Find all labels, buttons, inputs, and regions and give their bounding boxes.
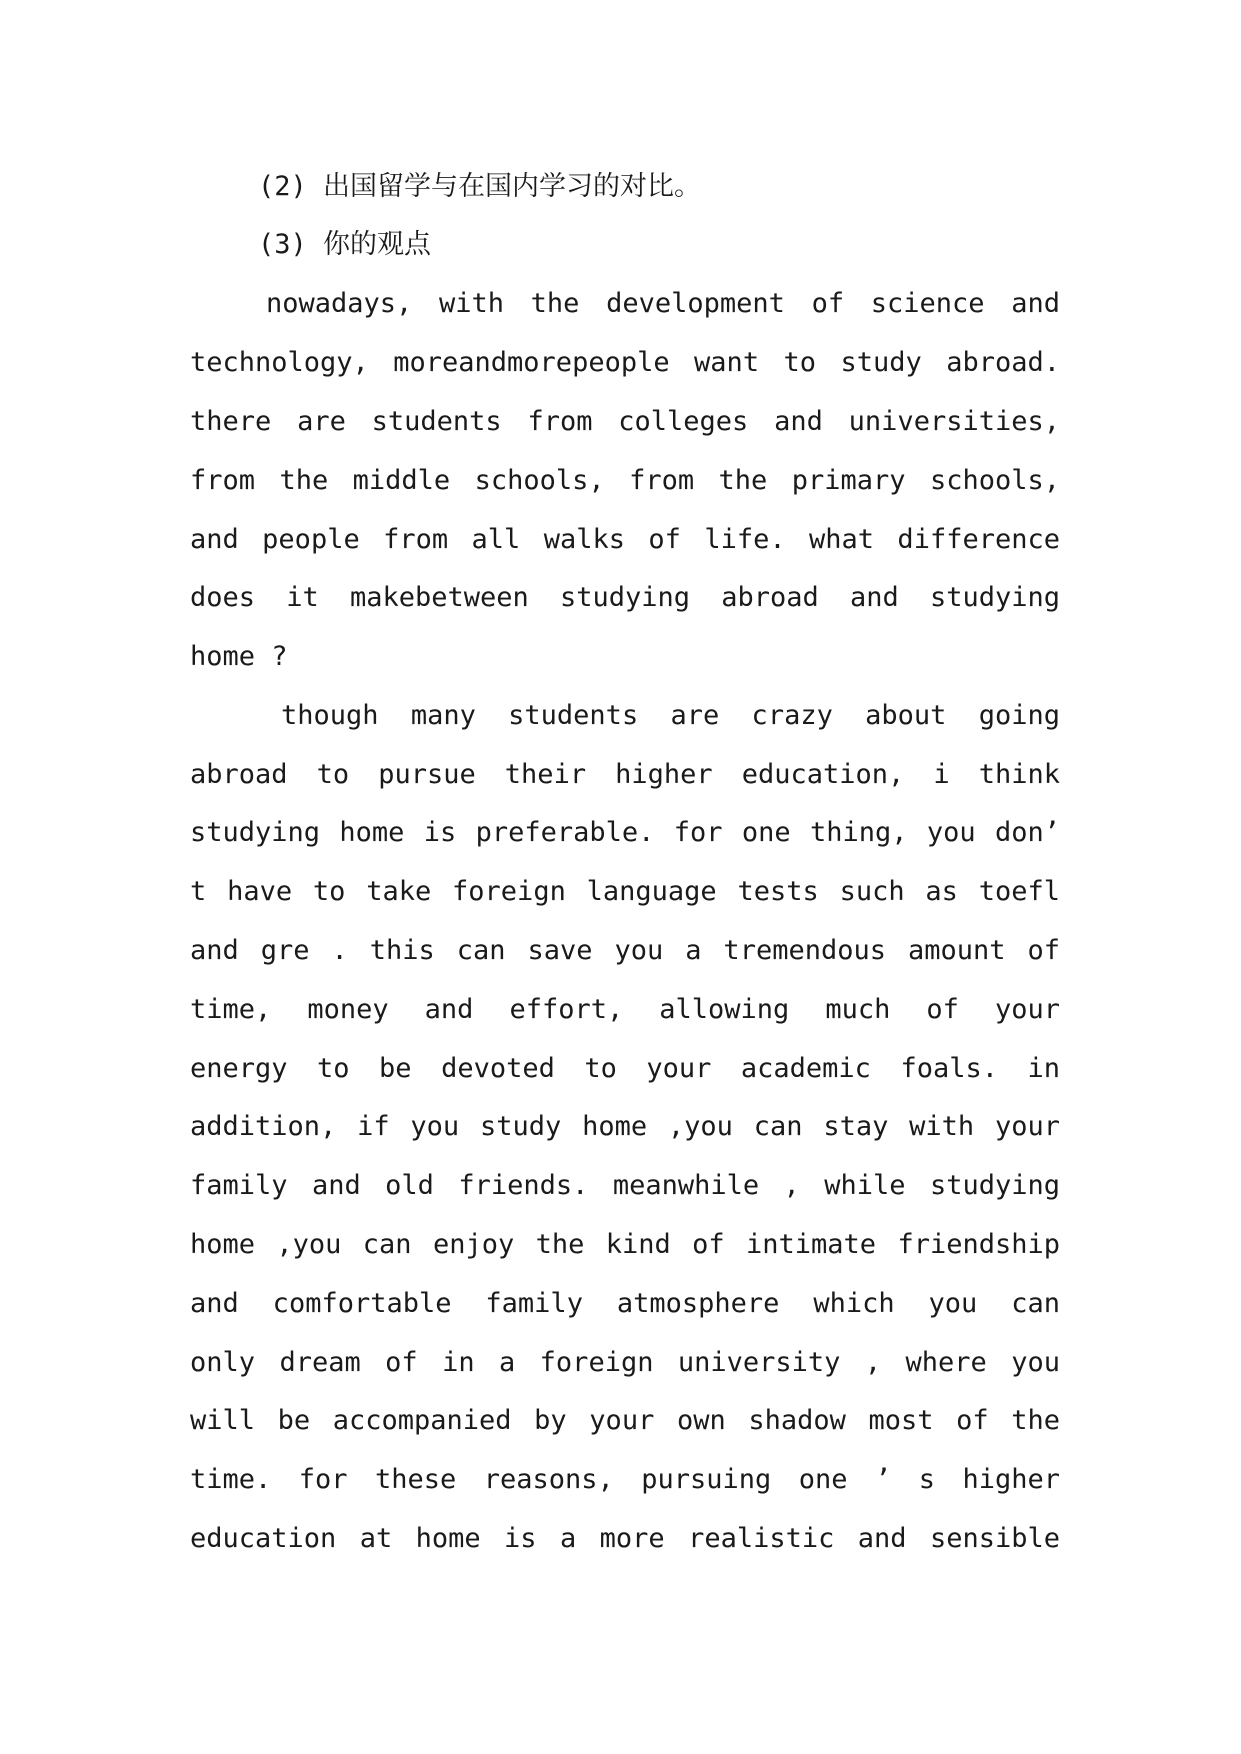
paragraph-line: time, money and effort, allowing much of your <box>190 994 1060 1025</box>
paragraph-line: t have to take foreign language tests such as toefl <box>190 876 1060 907</box>
outline-item-2: (2) 出国留学与在国内学习的对比。 <box>258 171 702 202</box>
paragraph-line: will be accompanied by your own shadow most of the <box>190 1405 1060 1436</box>
paragraph-line: studying home is preferable. for one thing, you don’ <box>190 817 1060 848</box>
paragraph-line: and gre . this can save you a tremendous amount of <box>190 935 1060 966</box>
paragraph-line: abroad to pursue their higher education, i think <box>190 759 1060 790</box>
paragraph-line: energy to be devoted to your academic foals. in <box>190 1053 1060 1084</box>
paragraph-line: home ,you can enjoy the kind of intimate friendship <box>190 1229 1060 1260</box>
paragraph-line: from the middle schools, from the primary schools, <box>190 465 1060 496</box>
paragraph-line: there are students from colleges and universities, <box>190 406 1060 437</box>
paragraph-line: only dream of in a foreign university , where you <box>190 1347 1060 1378</box>
paragraph-line: and people from all walks of life. what difference <box>190 524 1060 555</box>
paragraph-line: addition, if you study home ,you can stay with your <box>190 1111 1060 1142</box>
paragraph-line: family and old friends. meanwhile , while studying <box>190 1170 1060 1201</box>
paragraph-line: nowadays, with the development of science and <box>266 288 1060 319</box>
paragraph-line: home ? <box>190 641 288 672</box>
paragraph-line: though many students are crazy about going <box>281 700 1060 731</box>
paragraph-line: time. for these reasons, pursuing one ’ s higher <box>190 1464 1060 1495</box>
outline-item-3: (3) 你的观点 <box>258 229 432 260</box>
paragraph-line: education at home is a more realistic and sensible <box>190 1523 1060 1554</box>
paragraph-line: technology, moreandmorepeople want to study abroad. <box>190 347 1060 378</box>
paragraph-line: does it makebetween studying abroad and studying <box>190 582 1060 613</box>
paragraph-line: and comfortable family atmosphere which you can <box>190 1288 1060 1319</box>
